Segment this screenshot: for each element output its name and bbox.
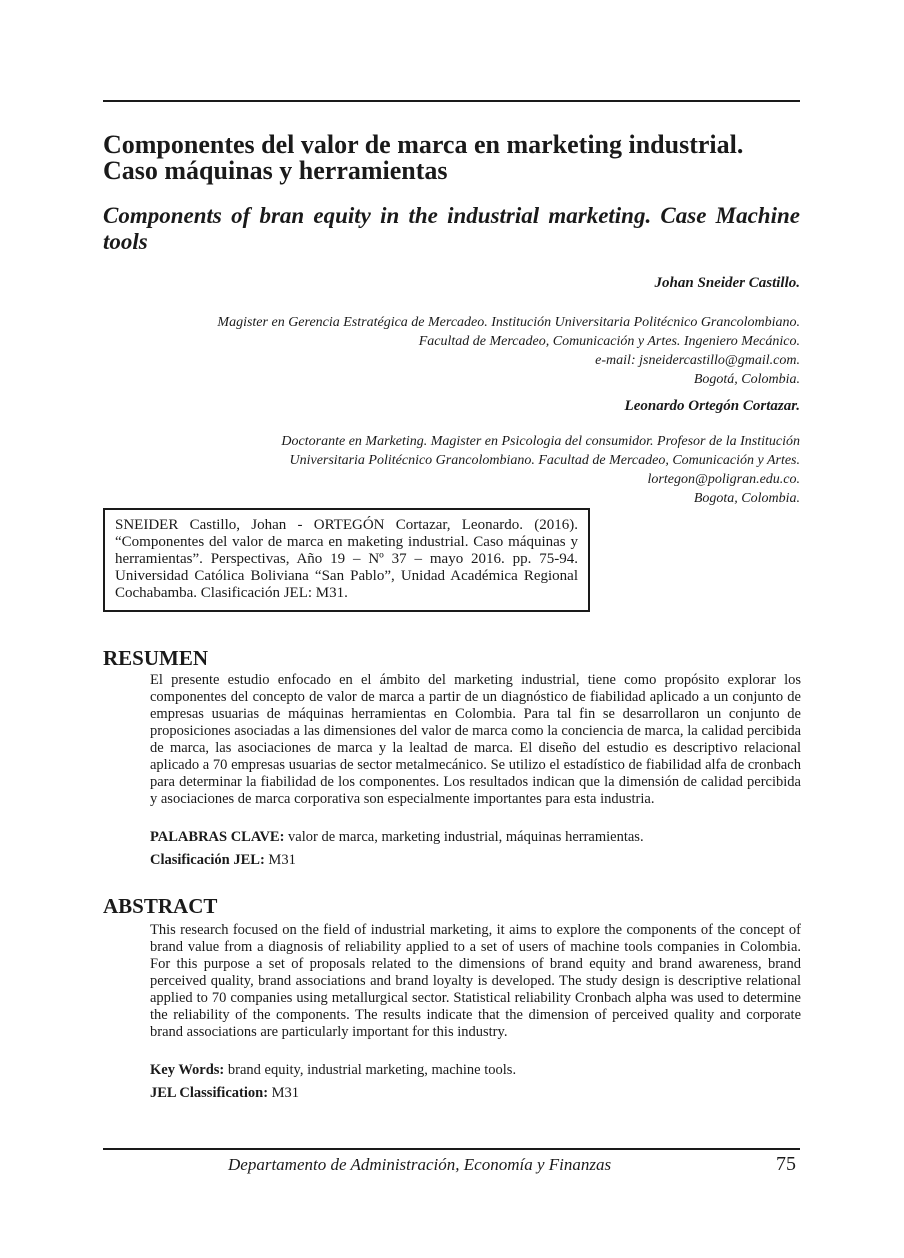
abstract-body: This research focused on the field of industrial marketing, it aims to explore the components of the concept of brand value from a diagnosis of reliability applied to a set of users of machine tools companies in Colombia. For this purpose a set of proposals related to the dimensions of brand equity and brand awareness, brand perceived quality, brand associations and brand loyalty is developed. The study design is descriptive relational applied to 70 companies using metallurgical sector. Statistical reliability Cronbach alpha was used to determine the reliability of the components. The results indicate that the dimension of perceived quality and corporate brand associations are particularly important for this industry. [150, 922, 801, 1040]
footer-department: Departamento de Administración, Economía y Finanzas [228, 1155, 612, 1174]
jel-label: Clasificación JEL: [150, 852, 265, 868]
footer-rule [103, 1148, 800, 1150]
resumen-heading: RESUMEN [103, 646, 209, 670]
citation-box: SNEIDER Castillo, Johan - ORTEGÓN Cortazar, Leonardo. (2016). “Componentes del valor de marca en maketing industrial. Caso máquinas y herramientas”. Perspectivas, Año 19 – Nº 37 – mayo 2016. pp. 75-94. Universidad Católica Boliviana “San Pablo”, Unidad Académica Regional Cochabamba. Clasificación JEL: M31. [103, 508, 590, 612]
abstract-keywords [150, 1062, 801, 1079]
resumen-body: El presente estudio enfocado en el ámbito del marketing industrial, tiene como propósito explorar los componentes del concepto de valor de marca a partir de un diagnóstico de fiabilidad aplicado a un conjunto de empresas usuarias de máquinas herramientas en Colombia. Para tal fin se desarrollaron un conjunto de proposiciones asociadas a las dimensiones del valor de marca como la conciencia de marca, la calidad percibida de marca, las asociaciones de marca y la lealtad de marca. El diseño del estudio es descriptivo relacional aplicado a 70 empresas usuarias de sector metalmecánico. Se utilizo el estadístico de fiabilidad alfa de cronbach para determinar la fiabilidad de los componentes. Los resultados indican que la dimensión de calidad percibida y asociaciones de marca corporativa son especialmente importantes para esta industria. [150, 672, 801, 807]
author-2-email: lortegon@poligran.edu.co. [647, 472, 800, 487]
author-2-affiliation [281, 432, 800, 508]
author-1-email: e-mail: jsneidercastillo@gmail.com. [595, 353, 800, 368]
abstract-jel [150, 1085, 801, 1102]
paper-title: Componentes del valor de marca en marketing industrial. Caso máquinas y herramientas [103, 130, 744, 185]
keywords-label: Key Words: [150, 1062, 225, 1078]
resumen-keywords [150, 829, 801, 846]
author-1-name: Johan Sneider Castillo. [654, 275, 800, 291]
paper-subtitle-english: Components of bran equity in the industrial marketing. Case Machine tools [103, 203, 800, 254]
affiliation-line: Doctorante en Marketing. Magister en Psicologia del consumidor. Profesor de la Institución [281, 434, 800, 449]
affiliation-line: Bogotá, Colombia. [693, 372, 800, 387]
keywords-label: PALABRAS CLAVE: [150, 829, 285, 845]
page-number: 75 [776, 1153, 796, 1175]
affiliation-line: Universitaria Politécnico Grancolombiano. Facultad de Mercadeo, Comunicación y Artes. [289, 453, 800, 468]
author-2-name: Leonardo Ortegón Cortazar. [624, 398, 800, 414]
keywords-value: valor de marca, marketing industrial, máquinas herramientas. [284, 829, 644, 845]
jel-label: JEL Classification: [150, 1085, 269, 1101]
abstract-heading: ABSTRACT [103, 894, 218, 918]
affiliation-line: Bogota, Colombia. [693, 491, 800, 506]
affiliation-line: Magister en Gerencia Estratégica de Mercadeo. Institución Universitaria Politécnico Grancolombiano. [217, 315, 800, 330]
top-rule [103, 100, 800, 102]
keywords-value: brand equity, industrial marketing, machine tools. [224, 1062, 517, 1078]
jel-value: M31 [264, 852, 296, 868]
jel-value: M31 [268, 1085, 300, 1101]
author-1-affiliation [217, 313, 800, 389]
affiliation-line: Facultad de Mercadeo, Comunicación y Artes. Ingeniero Mecánico. [418, 334, 800, 349]
resumen-jel [150, 852, 801, 869]
